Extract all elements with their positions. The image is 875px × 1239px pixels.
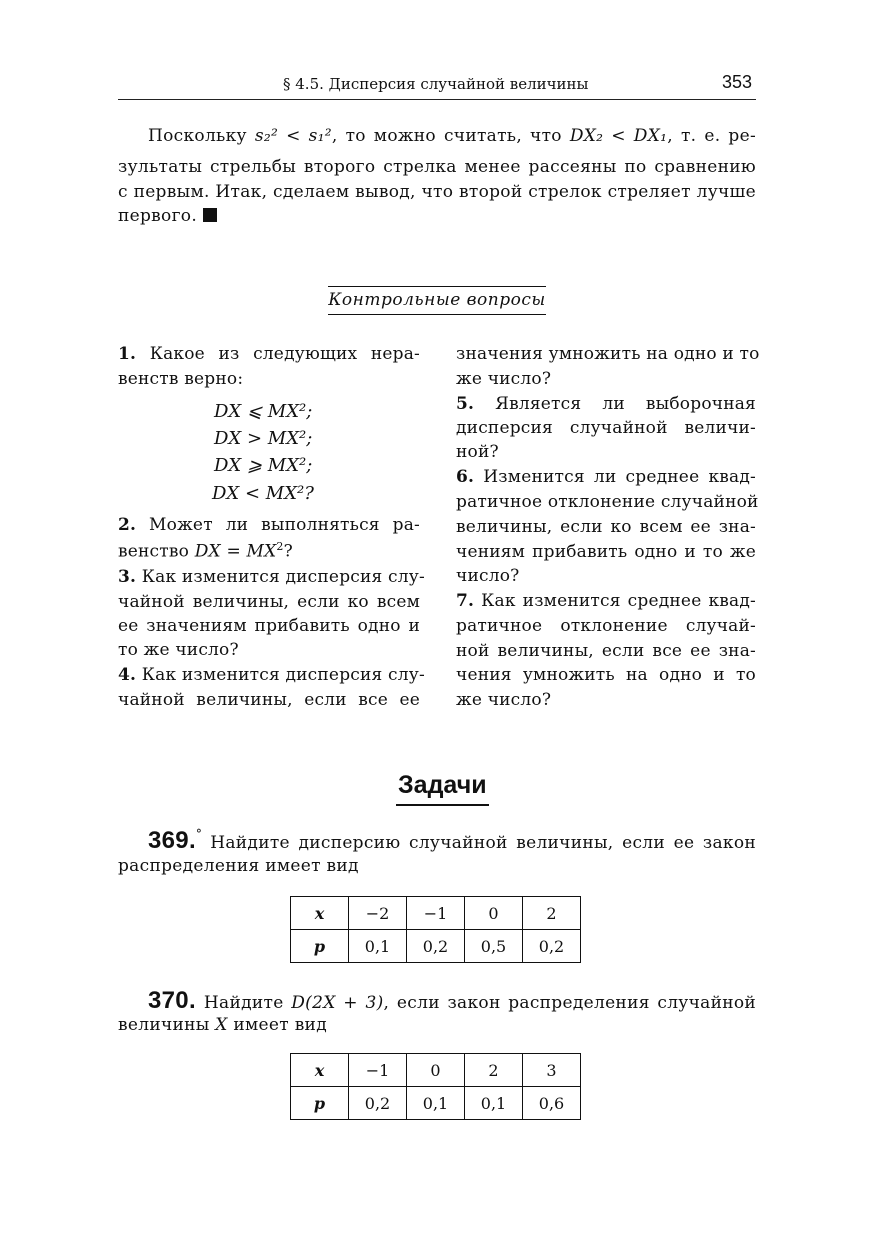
q-col1-line-10: чайной величины, если все ее	[118, 690, 420, 710]
intro-line-1: Поскольку s₂² < s₁², то можно считать, что DX₂ < DX₁, т. е. ре-	[148, 126, 757, 146]
q-col1-line-3: 2. Может ли выполняться ра-	[118, 515, 420, 535]
q-col2-line-12: ратичное отклонение случай-	[456, 616, 756, 636]
q-col2-line-7: ратичное отклонение случайной	[456, 492, 759, 512]
table-cell: −1	[407, 897, 465, 930]
q-col1-line-1: 1. Какое из следующих нера-	[118, 344, 420, 364]
table-row-p	[291, 930, 581, 963]
q-col1-line-9: 4. Как изменится дисперсия слу-	[118, 665, 425, 685]
table-cell: −2	[349, 897, 407, 930]
table-cell: 0,1	[465, 1087, 523, 1120]
row-label-p: p	[291, 930, 349, 963]
math-d-expression: D(2X + 3)	[291, 993, 384, 1013]
row-label-x: x	[291, 1054, 349, 1087]
tasks-title: Задачи	[396, 771, 489, 806]
table-cell: 0,2	[349, 1087, 407, 1120]
table-cell: 0,5	[465, 930, 523, 963]
running-title: § 4.5. Дисперсия случайной величины	[283, 75, 589, 93]
table-cell: 0	[407, 1054, 465, 1087]
table-cell: 2	[523, 897, 581, 930]
formula-1: DX ⩽ MX²;	[214, 401, 313, 422]
table-cell: 0,1	[349, 930, 407, 963]
math-dx-inequality: DX₂ < DX₁	[569, 126, 668, 146]
q-col2-line-4: дисперсия случайной величи-	[456, 418, 756, 438]
formula-2: DX > MX²;	[214, 428, 313, 449]
q-col2-line-11: 7. Как изменится среднее квад-	[456, 591, 756, 611]
row-label-x: x	[291, 897, 349, 930]
q-col2-line-9: чениям прибавить одно и то же	[456, 542, 756, 562]
q-col2-line-8: величины, если ко всем ее зна-	[456, 517, 756, 537]
q-col2-line-14: чения умножить на одно и то	[456, 665, 756, 685]
table-row-x	[291, 1054, 581, 1087]
task-370-line-1: 370. Найдите D(2X + 3), если закон распределения случайной	[148, 987, 757, 1014]
intro-line-4: первого.	[118, 206, 217, 226]
table-cell: 0,1	[407, 1087, 465, 1120]
q-col2-line-2: же число?	[456, 369, 552, 389]
q-col2-line-5: ной?	[456, 442, 499, 462]
table-row-x	[291, 897, 581, 930]
math-s-inequality: s₂² < s₁²	[254, 126, 332, 146]
task-369-line-2: распределения имеет вид	[118, 856, 359, 876]
table-cell: −1	[349, 1054, 407, 1087]
q-col2-line-1: значения умножить на одно и то	[456, 344, 760, 364]
q-col1-line-4: венство DX = $MX^2$?	[118, 540, 293, 562]
questions-heading	[328, 286, 546, 315]
formula-3: DX ⩾ MX²;	[214, 455, 313, 476]
table-cell: 0	[465, 897, 523, 930]
row-label-p: p	[291, 1087, 349, 1120]
questions-title: Контрольные вопросы	[328, 290, 546, 310]
task-370-number: 370.	[148, 987, 196, 1014]
formula-4: DX < MX²?	[212, 483, 314, 504]
q-col1-line-8: то же число?	[118, 640, 239, 660]
intro-line-3: с первым. Итак, сделаем вывод, что второй стрелок стреляет лучше	[118, 182, 756, 202]
table-cell: 0,2	[523, 930, 581, 963]
intro-line-2: зультаты стрельбы второго стрелка менее рассеяны по сравнению	[118, 157, 756, 177]
table-cell: 0,2	[407, 930, 465, 963]
q-col2-line-15: же число?	[456, 690, 552, 710]
q-col2-line-6: 6. Изменится ли среднее квад-	[456, 467, 756, 487]
q-col1-line-6: чайной величины, если ко всем	[118, 592, 420, 612]
q-col1-line-2: венств верно:	[118, 369, 244, 389]
page-number: 353	[722, 72, 753, 92]
header-rule	[118, 99, 756, 100]
task-370-distribution-table	[290, 1053, 581, 1120]
q-col2-line-10: число?	[456, 566, 520, 586]
table-cell: 3	[523, 1054, 581, 1087]
end-of-proof-square-icon	[203, 208, 217, 222]
table-row-p	[291, 1087, 581, 1120]
task-370-line-2: величины X имеет вид	[118, 1015, 327, 1035]
task-369-line-1: 369. ° Найдите дисперсию случайной величины, если ее закон	[148, 827, 756, 854]
task-369-distribution-table	[290, 896, 581, 963]
q-col2-line-13: ной величины, если все ее зна-	[456, 641, 756, 661]
table-cell: 2	[465, 1054, 523, 1087]
q-col1-line-7: ее значениям прибавить одно и	[118, 616, 420, 636]
q-col1-line-5: 3. Как изменится дисперсия слу-	[118, 567, 425, 587]
task-369-number: 369.	[148, 827, 196, 854]
q-col2-line-3: 5. Является ли выборочная	[456, 394, 756, 414]
table-cell: 0,6	[523, 1087, 581, 1120]
